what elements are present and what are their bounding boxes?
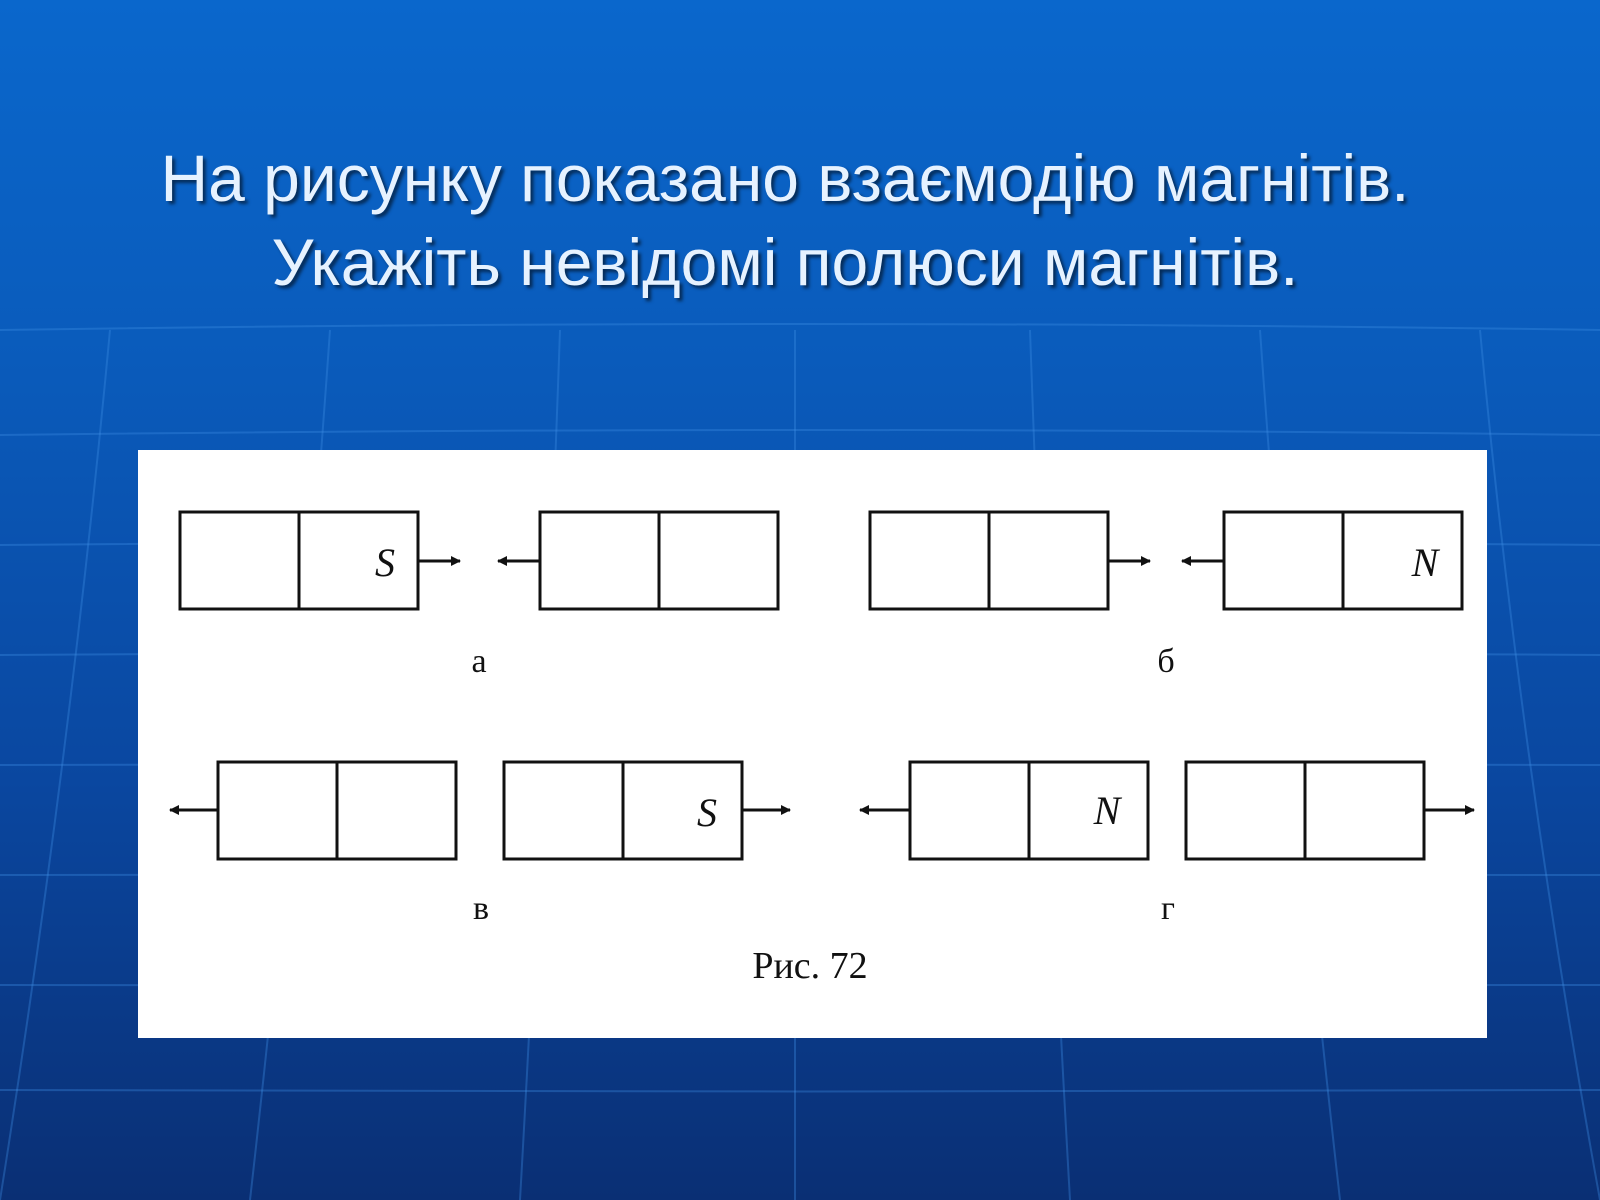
- panel-v-pole-label: S: [697, 790, 717, 835]
- panel-b-pole-label: N: [1411, 540, 1439, 585]
- panel-g-pole-label: N: [1093, 788, 1121, 833]
- slide-title: [0, 136, 1570, 304]
- panel-a-magnet-right: [540, 512, 778, 609]
- figure-caption: Рис. 72: [752, 945, 868, 987]
- panel-v-magnet-left: [218, 762, 456, 859]
- panel-v-label: в: [472, 890, 490, 927]
- panel-a-pole-label: S: [375, 540, 395, 585]
- panel-g-label: г: [1161, 890, 1175, 927]
- panel-g-magnet-right: [1186, 762, 1424, 859]
- panel-a-label: а: [471, 643, 487, 680]
- magnets-diagram: [138, 450, 1487, 1038]
- title-line-2: Укажіть невідомі полюси магнітів.: [271, 225, 1299, 299]
- panel-b-magnet-left: [870, 512, 1108, 609]
- panel-b-label: б: [1157, 643, 1175, 680]
- magnets-figure: [138, 450, 1487, 1038]
- title-line-1: На рисунку показано взаємодію магнітів.: [160, 141, 1410, 215]
